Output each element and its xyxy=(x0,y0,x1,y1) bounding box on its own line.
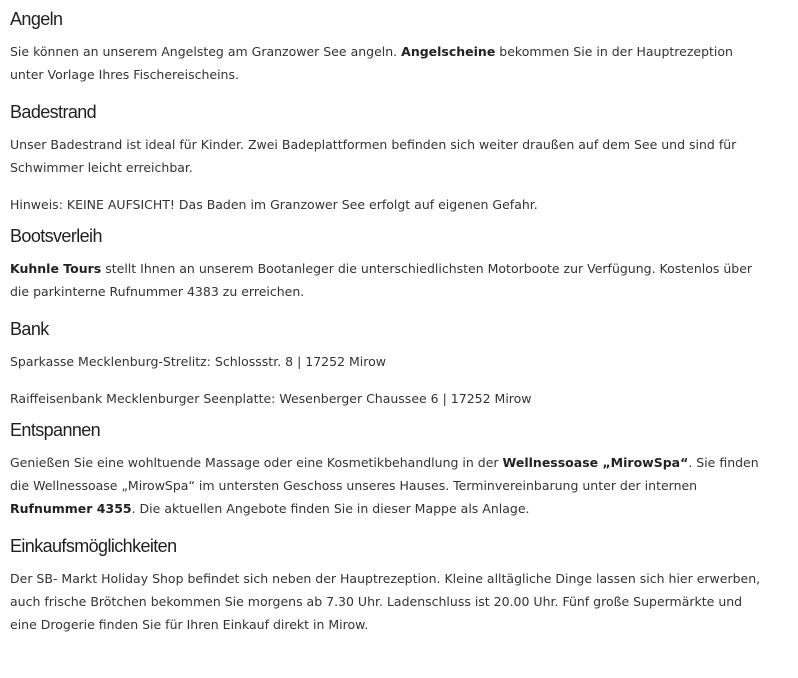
text: . Sie finden die Wellnessoase „MirowSpa“ im untersten Geschoss unseres Hauses. Terminvereinbarung unter der internen xyxy=(10,455,759,493)
bold-text: Rufnummer 4355 xyxy=(10,501,132,516)
heading-einkauf: Einkaufsmöglichkeiten xyxy=(10,536,177,556)
heading-bank: Bank xyxy=(10,319,49,339)
text: Genießen Sie eine wohltuende Massage oder eine Kosmetikbehandlung in der xyxy=(10,455,503,470)
paragraph-bank-sparkasse: Sparkasse Mecklenburg-Strelitz: Schlossstr. 8 | 17252 Mirow xyxy=(10,354,386,369)
paragraph-entspannen xyxy=(10,451,768,520)
paragraph-bootsverleih xyxy=(10,257,768,303)
paragraph-angeln xyxy=(10,40,768,86)
paragraph-einkauf: Der SB- Markt Holiday Shop befindet sich neben der Hauptrezeption. Kleine alltägliche Dinge lassen sich hier erwerben, auch frische Brötchen bekommen Sie morgens ab 7.30 Uhr. Ladenschluss ist 20.00 Uhr. Fünf große Supermärkte und eine Drogerie finden Sie für Ihren Einkauf direkt in Mirow. xyxy=(10,571,761,632)
paragraph-bank-raiffeisen: Raiffeisenbank Mecklenburger Seenplatte: Wesenberger Chaussee 6 | 17252 Mirow xyxy=(10,391,532,406)
bold-text: Wellnessoase „MirowSpa“ xyxy=(502,455,689,470)
paragraph-badestrand: Unser Badestrand ist ideal für Kinder. Zwei Badeplattformen befinden sich weiter draußen auf dem See und sind für Schwimmer leicht erreichbar. xyxy=(10,137,737,175)
text: Sie können an unserem Angelsteg am Granzower See angeln. xyxy=(10,44,402,59)
text: stellt Ihnen an unserem Bootanleger die unterschiedlichsten Motorboote zur Verfügung. Kostenlos über die parkinterne Rufnummer 4383 zu erreichen. xyxy=(10,261,753,299)
heading-entspannen: Entspannen xyxy=(10,420,101,440)
paragraph-badestrand-hinweis: Hinweis: KEINE AUFSICHT! Das Baden im Granzower See erfolgt auf eigenen Gefahr. xyxy=(10,197,538,212)
text: bekommen Sie in der Hauptrezeption unter Vorlage Ihres Fischereischeins. xyxy=(10,44,733,82)
bold-text: Kuhnle Tours xyxy=(10,261,102,276)
text: . Die aktuellen Angebote finden Sie in dieser Mappe als Anlage. xyxy=(131,501,530,516)
heading-badestrand: Badestrand xyxy=(10,102,97,122)
heading-bootsverleih: Bootsverleih xyxy=(10,226,102,246)
bold-text: Angelscheine xyxy=(401,44,496,59)
heading-angeln: Angeln xyxy=(10,9,63,29)
